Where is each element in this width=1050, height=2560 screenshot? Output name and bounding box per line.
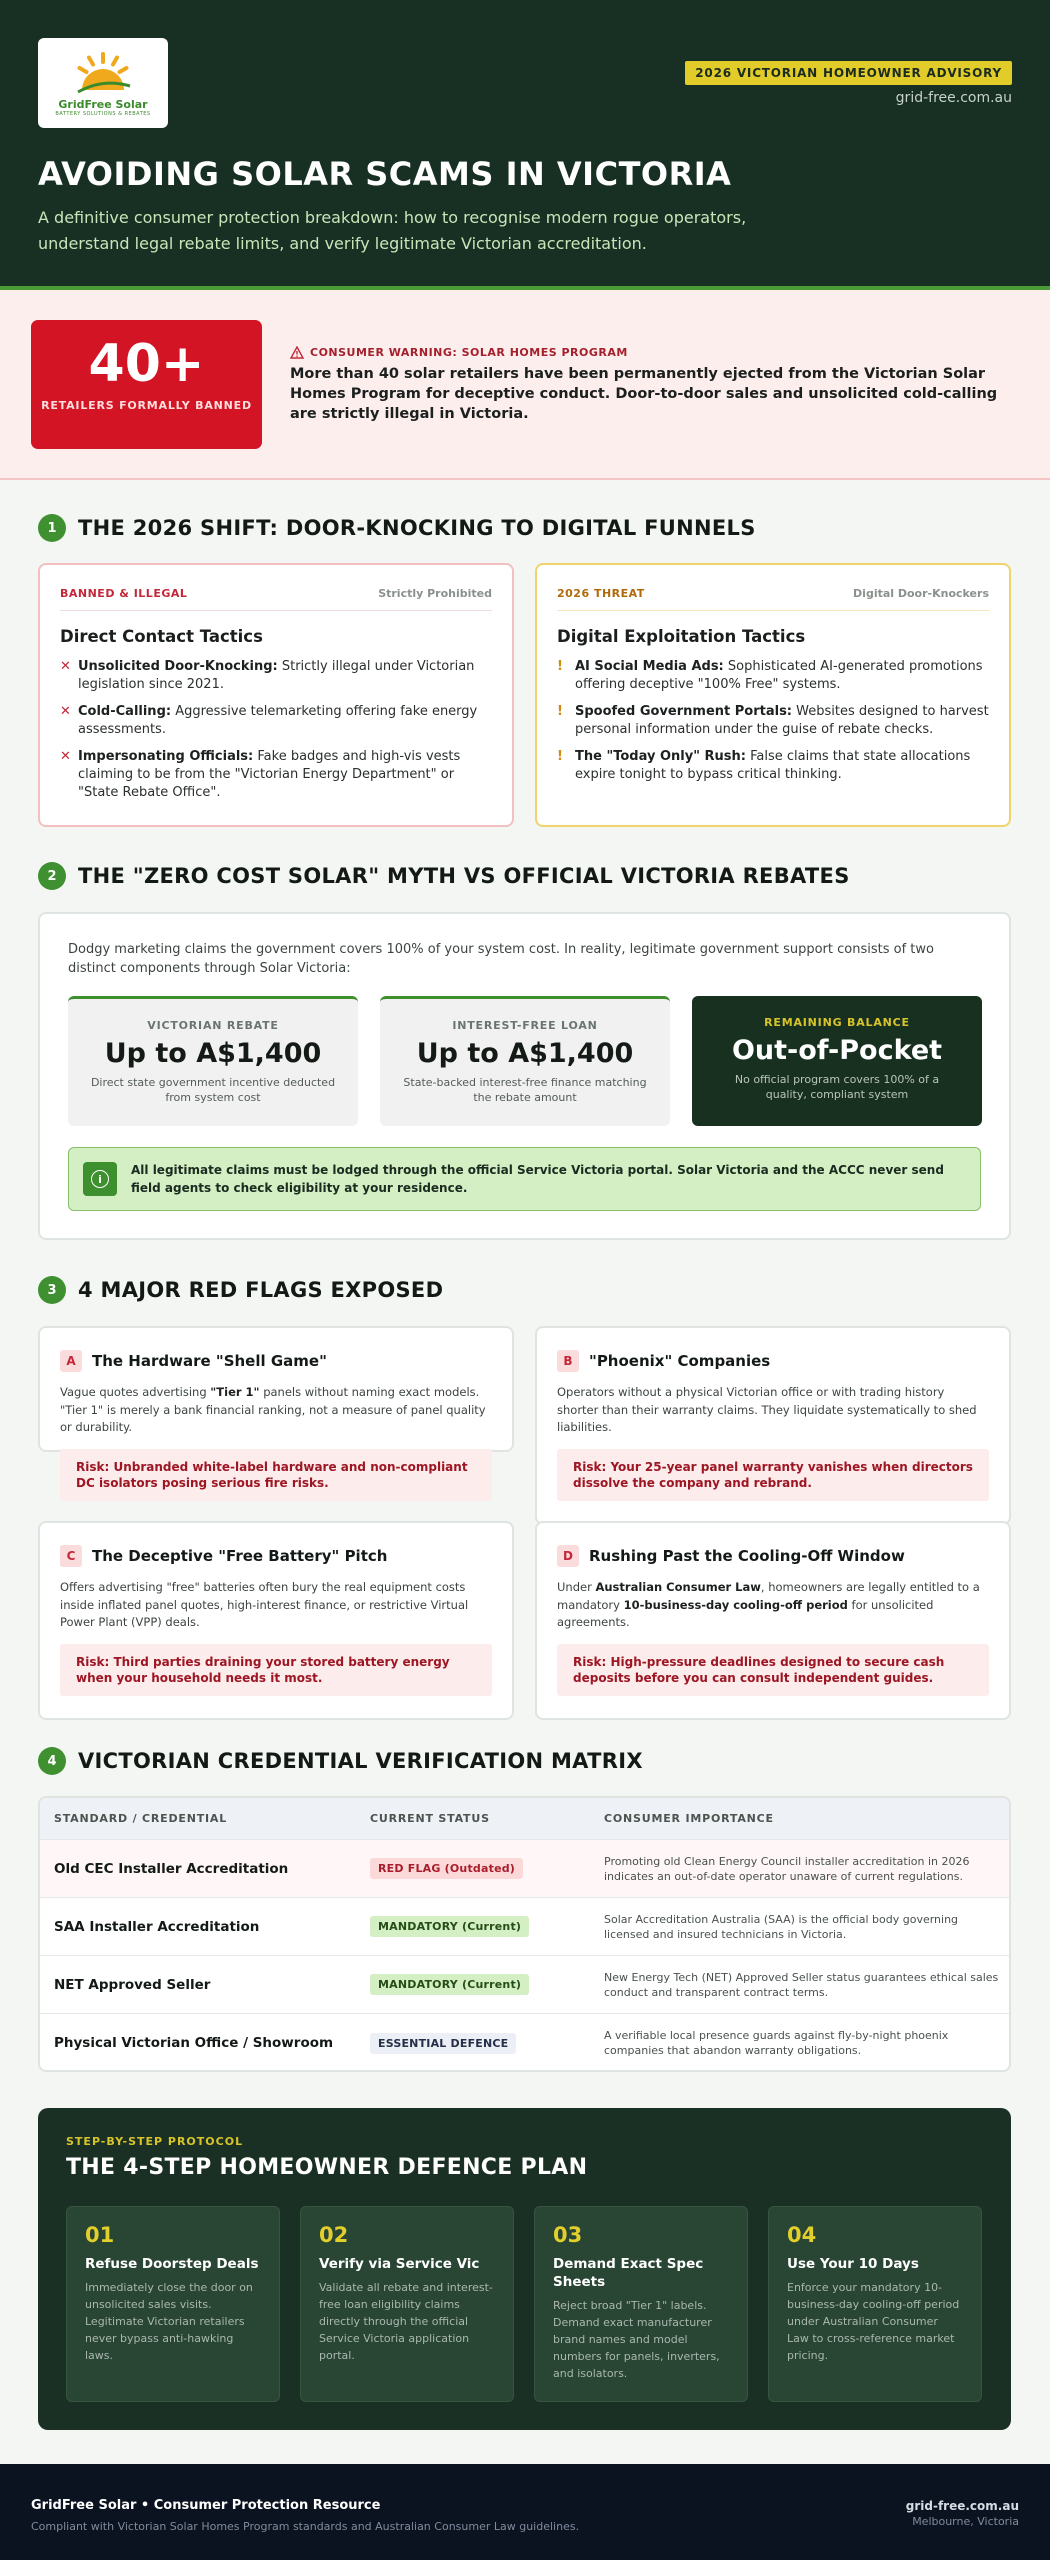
warning-triangle-icon [290, 346, 304, 359]
flag-risk: Risk: Unbranded white-label hardware and non-compliant DC isolators posing serious fire risks. [60, 1449, 492, 1501]
cross-icon: ✕ [60, 659, 71, 674]
header [0, 0, 1050, 290]
interest-free-loan-box [380, 996, 670, 1126]
item-strong: Spoofed Government Portals: [575, 704, 793, 719]
importance-note: A verifiable local presence guards against fly-by-night phoenix companies that abandon warranty obligations. [604, 2029, 949, 2057]
list-item [60, 748, 492, 802]
red-flag-card [38, 1326, 514, 1490]
box-label: REMAINING BALANCE [764, 1016, 910, 1029]
item-strong: Unsolicited Door-Knocking: [78, 659, 278, 674]
flag-desc: Vague quotes advertising "Tier 1" panels without naming exact models. "Tier 1" is merely a bank financial ranking, not a measure of panel quality or durability. [60, 1385, 486, 1434]
flag-title: The Hardware "Shell Game" [92, 1352, 327, 1370]
box-value: Out-of-Pocket [731, 1035, 943, 1066]
flag-letter: B [557, 1350, 579, 1372]
step-desc: Reject broad "Tier 1" labels. Demand exact manufacturer brand names and model numbers for panels, inverters, and isolators. [553, 2299, 720, 2380]
item-text: Websites designed to harvest personal information under the guise of rebate checks. [575, 704, 989, 737]
direct-contact-card [38, 563, 514, 827]
credential-name: SAA Installer Accreditation [54, 1918, 260, 1935]
page-subtitle: A definitive consumer protection breakdown: how to recognise modern rogue operators, understand legal rebate limits, and verify legitimate Victorian accreditation. [38, 208, 747, 253]
credential-name: NET Approved Seller [54, 1976, 211, 1993]
box-value: Up to A$1,400 [104, 1038, 322, 1069]
plan-step [66, 2206, 280, 2402]
table-row [40, 1840, 1011, 1898]
card-status: Digital Door-Knockers [853, 587, 989, 600]
status-badge: MANDATORY (Current) [370, 1974, 529, 1995]
footer [0, 2464, 1050, 2560]
step-desc: Immediately close the door on unsolicited sales visits. Legitimate Victorian retailers never bypass anti-hawking laws. [85, 2281, 253, 2362]
section-title: 4 MAJOR RED FLAGS EXPOSED [78, 1278, 444, 1302]
step-number: 01 [85, 2223, 115, 2247]
column-header: CONSUMER IMPORTANCE [604, 1812, 774, 1825]
status-badge: ESSENTIAL DEFENCE [370, 2033, 516, 2054]
stat-value: 40+ [88, 334, 205, 394]
rebate-intro: Dodgy marketing claims the government covers 100% of your system cost. In reality, legitimate government support consists of two distinct components through Solar Victoria: [68, 942, 934, 976]
logo[interactable] [38, 38, 168, 128]
red-flag-card [535, 1326, 1011, 1525]
step-title: Use Your 10 Days [787, 2256, 919, 2272]
section-number: 3 [38, 1276, 66, 1304]
footer-location: Melbourne, Victoria [912, 2515, 1019, 2528]
section-2-header [38, 862, 850, 890]
box-label: INTEREST-FREE LOAN [452, 1019, 598, 1032]
box-desc: Direct state government incentive deducted from system cost [90, 1076, 336, 1104]
list-item [557, 658, 989, 694]
section-number: 2 [38, 862, 66, 890]
status-badge: RED FLAG (Outdated) [370, 1858, 523, 1879]
list-item [60, 658, 492, 694]
card-tag: BANNED & ILLEGAL [60, 587, 188, 600]
credential-name: Physical Victorian Office / Showroom [54, 2035, 334, 2051]
box-desc: State-backed interest-free finance matching the rebate amount [403, 1076, 647, 1104]
red-flag-card [535, 1521, 1011, 1720]
exclamation-icon: ! [557, 704, 563, 719]
table-row [40, 1956, 1011, 2014]
step-desc: Enforce your mandatory 10-business-day cooling-off period under Australian Consumer Law to cross-reference market pricing. [787, 2281, 960, 2362]
plan-step [768, 2206, 982, 2402]
flag-title: "Phoenix" Companies [589, 1352, 771, 1370]
step-title: Demand Exact Spec Sheets [553, 2256, 704, 2290]
table-row [40, 1898, 1011, 1956]
flag-letter: C [60, 1545, 82, 1567]
table-header-row [40, 1798, 1011, 1840]
column-header: CURRENT STATUS [370, 1812, 490, 1825]
page-title: AVOIDING SOLAR SCAMS IN VICTORIA [38, 155, 732, 193]
table-row [40, 2014, 1011, 2072]
cross-icon: ✕ [60, 704, 71, 719]
item-strong: Cold-Calling: [78, 704, 172, 719]
importance-note: Solar Accreditation Australia (SAA) is the official body governing licensed and insured technicians in Victoria. [604, 1912, 959, 1941]
flag-title: The Deceptive "Free Battery" Pitch [92, 1547, 388, 1565]
step-title: Refuse Doorstep Deals [85, 2256, 259, 2272]
item-strong: The "Today Only" Rush: [575, 749, 746, 764]
item-text: False claims that state allocations expire tonight to bypass critical thinking. [575, 749, 971, 782]
item-text: Strictly illegal under Victorian legislation since 2021. [78, 659, 475, 692]
cross-icon: ✕ [60, 749, 71, 764]
banned-retailers-stat [31, 320, 262, 449]
status-badge: MANDATORY (Current) [370, 1916, 529, 1937]
step-number: 02 [319, 2223, 349, 2247]
section-number: 1 [38, 514, 66, 542]
importance-note: New Energy Tech (NET) Approved Seller status guarantees ethical sales conduct and transparent contract terms. [604, 1970, 999, 1999]
section-title: THE 2026 SHIFT: DOOR-KNOCKING TO DIGITAL FUNNELS [78, 516, 756, 540]
section-1-header [38, 514, 756, 542]
warning-heading [290, 346, 628, 359]
logo-brand: GridFree Solar [58, 97, 148, 111]
plan-kicker: STEP-BY-STEP PROTOCOL [66, 2135, 244, 2148]
card-tag: 2026 THREAT [557, 587, 645, 600]
list-item [60, 703, 492, 739]
flag-risk: Risk: Your 25-year panel warranty vanishes when directors dissolve the company and rebrand. [557, 1449, 989, 1501]
logo-tagline: BATTERY SOLUTIONS & REBATES [55, 110, 151, 117]
section-title: VICTORIAN CREDENTIAL VERIFICATION MATRIX [78, 1749, 643, 1773]
info-glyph: i [91, 1170, 109, 1188]
remaining-balance-box [692, 996, 982, 1126]
rebate-panel [38, 912, 1011, 1240]
card-title: Direct Contact Tactics [60, 627, 263, 646]
site-url-link[interactable]: grid-free.com.au [895, 90, 1012, 106]
credential-name: Old CEC Installer Accreditation [54, 1860, 289, 1877]
warning-heading-text: CONSUMER WARNING: SOLAR HOMES PROGRAM [310, 346, 628, 359]
flag-desc: Offers advertising "free" batteries often bury the real equipment costs inside inflated panel quotes, high-interest finance, or restrictive Virtual Power Plant (VPP) deals. [60, 1580, 469, 1629]
flag-risk: Risk: High-pressure deadlines designed to secure cash deposits before you can consult independent guides. [557, 1644, 989, 1696]
card-status: Strictly Prohibited [378, 587, 492, 600]
red-flag-card [38, 1521, 514, 1720]
info-icon [83, 1162, 117, 1196]
exclamation-icon: ! [557, 749, 563, 764]
plan-title: THE 4-STEP HOMEOWNER DEFENCE PLAN [66, 2155, 588, 2180]
exclamation-icon: ! [557, 659, 563, 674]
defence-plan-panel [38, 2108, 1011, 2430]
box-label: VICTORIAN REBATE [147, 1019, 279, 1032]
flag-title: Rushing Past the Cooling-Off Window [589, 1547, 905, 1565]
card-title: Digital Exploitation Tactics [557, 627, 806, 646]
section-number: 4 [38, 1747, 66, 1775]
step-desc: Validate all rebate and interest-free loan eligibility claims directly through the official Service Victoria application portal. [319, 2281, 493, 2362]
section-4-header [38, 1747, 643, 1775]
item-strong: Impersonating Officials: [78, 749, 254, 764]
footer-url-link[interactable]: grid-free.com.au [905, 2499, 1019, 2513]
list-item [557, 748, 989, 784]
box-value: Up to A$1,400 [416, 1038, 634, 1069]
stat-label: RETAILERS FORMALLY BANNED [41, 399, 252, 412]
warning-text: More than 40 solar retailers have been permanently ejected from the Victorian Solar Homes Program for deceptive conduct. Door-to-door sales and unsolicited cold-calling are strictly illegal in Victoria. [290, 366, 998, 422]
flag-letter: A [60, 1350, 82, 1372]
victorian-rebate-box [68, 996, 358, 1126]
plan-step [534, 2206, 748, 2402]
digital-exploitation-card [535, 563, 1011, 827]
consumer-warning-banner [0, 290, 1050, 480]
item-text: Fake badges and high-vis vests claiming to be from the "Victorian Energy Department" or "State Rebate Office". [78, 749, 461, 800]
flag-risk: Risk: Third parties draining your stored battery energy when your household needs it most. [60, 1644, 492, 1696]
credential-matrix-table [38, 1796, 1011, 2072]
item-text: Sophisticated AI-generated promotions offering deceptive "100% Free" systems. [575, 659, 983, 692]
sun-logo-icon [68, 50, 138, 96]
flag-letter: D [557, 1545, 579, 1567]
step-number: 04 [787, 2223, 817, 2247]
item-text: Aggressive telemarketing offering fake energy assessments. [78, 704, 478, 737]
advisory-badge: 2026 VICTORIAN HOMEOWNER ADVISORY [685, 61, 1012, 85]
footer-subtitle: Compliant with Victorian Solar Homes Program standards and Australian Consumer Law guidelines. [31, 2520, 580, 2533]
service-victoria-info [68, 1147, 981, 1211]
importance-note: Promoting old Clean Energy Council installer accreditation in 2026 indicates an out-of-date operator unaware of current regulations. [604, 1854, 970, 1883]
box-desc: No official program covers 100% of a quality, compliant system [734, 1073, 940, 1101]
section-3-header [38, 1276, 443, 1304]
item-strong: AI Social Media Ads: [575, 659, 724, 674]
column-header: STANDARD / CREDENTIAL [54, 1812, 228, 1825]
plan-step [300, 2206, 514, 2402]
step-title: Verify via Service Vic [319, 2256, 480, 2272]
flag-desc: Under Australian Consumer Law, homeowners are legally entitled to a mandatory 10-business-day cooling-off period for unsolicited agreements. [557, 1580, 980, 1629]
footer-title: GridFree Solar • Consumer Protection Resource [31, 2498, 381, 2513]
list-item [557, 703, 989, 739]
step-number: 03 [553, 2223, 583, 2247]
section-title: THE "ZERO COST SOLAR" MYTH VS OFFICIAL VICTORIA REBATES [78, 864, 850, 888]
flag-desc: Operators without a physical Victorian office or with trading history shorter than their warranty claims. They liquidate systematically to shed liabilities. [557, 1385, 977, 1434]
info-text: All legitimate claims must be lodged through the official Service Victoria portal. Solar Victoria and the ACCC never send field agents to check eligibility at your residence. [131, 1163, 944, 1195]
